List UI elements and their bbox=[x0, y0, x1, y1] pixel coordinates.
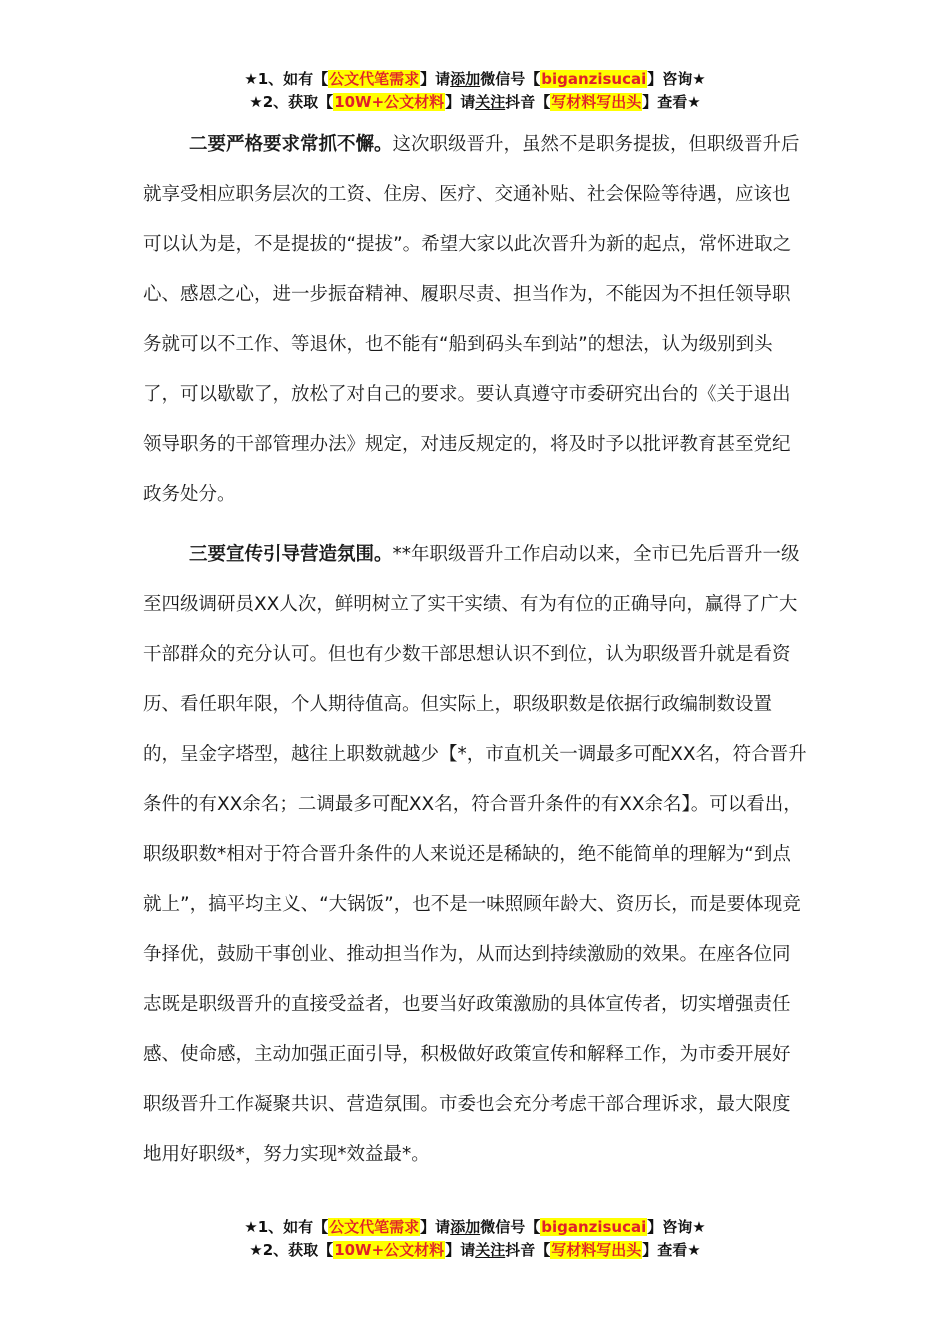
banner-text: ★2、获取【 bbox=[249, 93, 334, 111]
banner-text: 】查看★ bbox=[642, 1241, 701, 1259]
highlight-materials: 10W+公文材料 bbox=[334, 1241, 445, 1259]
banner-text: 抖音【 bbox=[505, 93, 551, 111]
paragraph-body bbox=[143, 530, 808, 1180]
highlight-wechat-id: biganzisucai bbox=[541, 1218, 647, 1236]
banner-text: 】咨询★ bbox=[647, 1218, 706, 1236]
highlight-douyin: 写材料写出头 bbox=[551, 93, 642, 111]
highlight-douyin: 写材料写出头 bbox=[551, 1241, 642, 1259]
header-banner bbox=[0, 68, 950, 114]
highlight-service: 公文代笔需求 bbox=[329, 70, 420, 88]
paragraph-publicity-guidance bbox=[143, 530, 808, 1180]
banner-text: 微信号【 bbox=[480, 70, 541, 88]
highlight-service: 公文代笔需求 bbox=[329, 1218, 420, 1236]
paragraph-body bbox=[143, 120, 808, 520]
footer-banner bbox=[0, 1216, 950, 1262]
banner-text: ★1、如有【 bbox=[244, 1218, 329, 1236]
underlined-text: 关注 bbox=[475, 93, 506, 111]
banner-line-2 bbox=[0, 1239, 950, 1262]
banner-text: ★2、获取【 bbox=[249, 1241, 334, 1259]
banner-line-2 bbox=[0, 91, 950, 114]
paragraph-text: **年职级晋升工作启动以来，全市已先后晋升一级至四级调研员XX人次，鲜明树立了实干实绩、有为有位的正确导向，赢得了广大干部群众的充分认可。但也有少数干部思想认识不到位，认为职级晋升就是看资历、看任职年限，个人期待值高。但实际上，职级职数是依据行政编制数设置的，呈金字塔型，越往上职数就越少【*，市直机关一调最多可配XX名，符合晋升条件的有XX余名；二调最多可配XX名，符合晋升条件的有XX余名】。可以看出，职级职数*相对于符合晋升条件的人来说还是稀缺的，绝不能简单的理解为“到点就上”，搞平均主义、“大锅饭”，也不是一味照顾年龄大、资历长，而是要体现竞争择优，鼓励干事创业、推动担当作为，从而达到持续激励的效果。在座各位同志既是职级晋升的直接受益者，也要当好政策激励的具体宣传者，切实增强责任感、使命感，主动加强正面引导，积极做好政策宣传和解释工作，为市委开展好职级晋升工作凝聚共识、营造氛围。市委也会充分考虑干部合理诉求，最大限度地用好职级*，努力实现*效益最*。 bbox=[143, 544, 807, 1165]
paragraph-lead: 二要严格要求常抓不懈。 bbox=[189, 134, 393, 155]
banner-text: ★1、如有【 bbox=[244, 70, 329, 88]
paragraph-text: 这次职级晋升，虽然不是职务提拔，但职级晋升后就享受相应职务层次的工资、住房、医疗、交通补贴、社会保险等待遇，应该也可以认为是，不是提拔的“提拔”。希望大家以此次晋升为新的起点，常怀进取之心、感恩之心，进一步振奋精神、履职尽责、担当作为，不能因为不担任领导职务就可以不工作、等退休，也不能有“船到码头车到站”的想法，认为级别到头了，可以歇歇了，放松了对自己的要求。要认真遵守市委研究出台的《关于退出领导职务的干部管理办法》规定，对违反规定的，将及时予以批评教育甚至党纪政务处分。 bbox=[143, 134, 800, 505]
banner-line-1 bbox=[0, 1216, 950, 1239]
paragraph-lead: 三要宣传引导营造氛围。 bbox=[189, 544, 393, 565]
banner-text: 】请 bbox=[420, 1218, 451, 1236]
banner-text: 微信号【 bbox=[480, 1218, 541, 1236]
banner-text: 抖音【 bbox=[505, 1241, 551, 1259]
paragraph-strict-requirements bbox=[143, 120, 808, 520]
underlined-text: 添加 bbox=[450, 1218, 481, 1236]
banner-text: 】请 bbox=[445, 93, 476, 111]
banner-text: 】请 bbox=[420, 70, 451, 88]
banner-text: 】请 bbox=[445, 1241, 476, 1259]
underlined-text: 添加 bbox=[450, 70, 481, 88]
banner-text: 】查看★ bbox=[642, 93, 701, 111]
highlight-materials: 10W+公文材料 bbox=[334, 93, 445, 111]
banner-text: 】咨询★ bbox=[647, 70, 706, 88]
banner-line-1 bbox=[0, 68, 950, 91]
highlight-wechat-id: biganzisucai bbox=[541, 70, 647, 88]
underlined-text: 关注 bbox=[475, 1241, 506, 1259]
